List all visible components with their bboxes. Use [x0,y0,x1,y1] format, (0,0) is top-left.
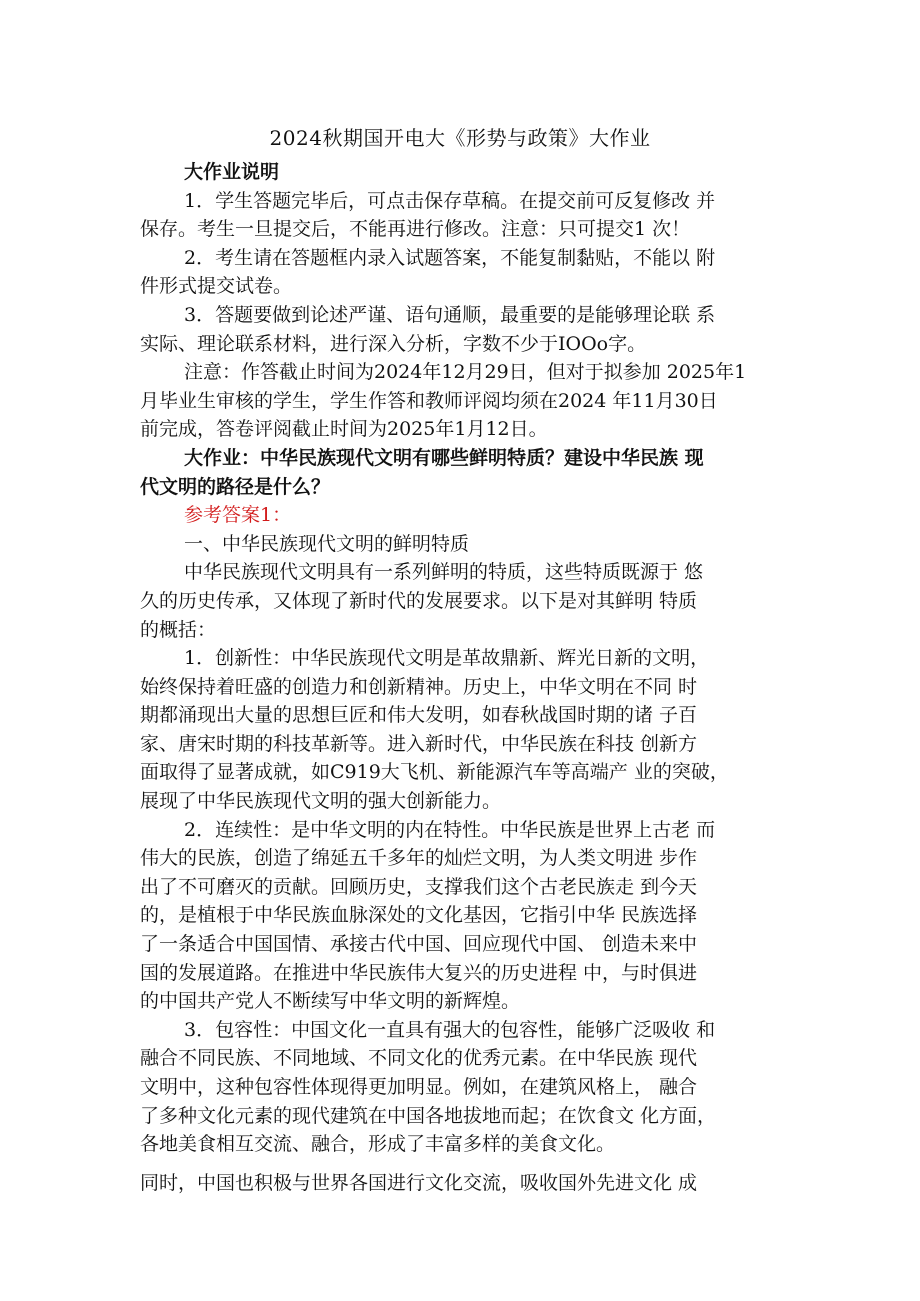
document-title: 2024秋期国开电大《形势与政策》大作业 [269,126,651,150]
paragraph-line: 久的历史传承，又体现了新时代的发展要求。以下是对其鲜明 特质 [140,589,698,612]
paragraph-line: 文明中，这种包容性体现得更加明显。例如，在建筑风格上， 融合 [140,1076,698,1098]
answer-paragraph-innovation [140,644,790,816]
paragraph-line: 保存。考生一旦提交后，不能再进行修改。注意：只可提交1 次！ [140,218,691,241]
assignment-question [140,444,790,501]
paragraph-line: 2．考生请在答题框内录入试题答案，不能复制黏贴，不能以 附 [184,246,716,269]
answer-paragraph-inclusiveness [140,1016,790,1159]
question-line: 大作业：中华民族现代文明有哪些鲜明特质？建设中华民族 现 [184,446,704,469]
instruction-paragraph-2 [140,244,790,301]
paragraph-line: 1．创新性：中华民族现代文明是革故鼎新、辉光日新的文明， [184,647,710,670]
paragraph-line: 国的发展道路。在推进中华民族伟大复兴的历史进程 中，与时俱进 [140,961,698,984]
paragraph-line: 展现了中华民族现代文明的强大创新能力。 [140,790,502,813]
paragraph-line: 期都涌现出大量的思想巨匠和伟大发明，如春秋战国时期的诸 子百 [140,704,698,727]
paragraph-line: 3．答题要做到论述严谨、语句通顺，最重要的是能够理论联 系 [184,303,716,326]
instructions-section [140,158,790,1197]
paragraph-line: 出了不可磨灭的贡献。回顾历史，支撑我们这个古老民族走 到今天 [140,875,698,898]
paragraph-line: 的概括： [140,618,217,641]
paragraph-line: 面取得了显著成就，如C919大飞机、新能源汽车等高端产 业的突破， [140,761,729,784]
section-heading: 一、中华民族现代文明的鲜明特质 [184,532,470,555]
paragraph-line: 家、唐宋时期的科技革新等。进入新时代，中华民族在科技 创新方 [140,732,698,755]
paragraph-line: 的，是植根于中华民族血脉深处的文化基因，它指引中华 民族选择 [140,904,698,927]
paragraph-line: 始终保持着旺盛的创造力和创新精神。历史上，中华文明在不同 时 [140,675,698,698]
paragraph-line: 了多种文化元素的现代建筑在中国各地拔地而起；在饮食文 化方面， [140,1104,717,1127]
paragraph-line: 1．学生答题完毕后，可点击保存草稿。在提交前可反复修改 并 [184,189,716,212]
instruction-paragraph-1 [140,187,790,244]
question-line: 代文明的路径是什么？ [140,475,331,498]
paragraph-line: 3．包容性：中国文化一直具有强大的包容性，能够广泛吸收 和 [184,1018,716,1041]
paragraph-line: 中华民族现代文明具有一系列鲜明的特质，这些特质既源于 悠 [184,561,704,584]
paragraph-line: 融合不同民族、不同地域、不同文化的优秀元素。在中华民族 现代 [140,1047,698,1070]
paragraph-line: 前完成，答卷评阅截止时间为2025年1月12日。 [140,418,548,441]
paragraph-line: 2．连续性：是中华文明的内在特性。中华民族是世界上古老 而 [184,818,716,841]
paragraph-line: 月毕业生审核的学生，学生作答和教师评阅均须在2024 年11月30日 [140,389,718,412]
paragraph-line: 伟大的民族，创造了绵延五千多年的灿烂文明，为人类文明进 步作 [140,847,698,870]
instructions-heading: 大作业说明 [184,161,280,183]
paragraph-line: 实际、理论联系材料，进行深入分析，字数不少于IOOo字。 [140,332,647,355]
answer-paragraph-intro [140,558,790,644]
paragraph-line: 注意：作答截止时间为2024年12月29日，但对于拟参加 2025年1 [184,361,747,384]
deadline-note [140,358,790,444]
paragraph-line: 的中国共产党人不断续写中华文明的新辉煌。 [140,990,521,1013]
answer-paragraph-continuity [140,816,790,1016]
final-line: 同时，中国也积极与世界各国进行文化交流，吸收国外先进文化 成 [140,1171,698,1194]
answer-label: 参考答案1： [184,504,292,527]
paragraph-line: 各地美食相互交流、融合，形成了丰富多样的美食文化。 [140,1133,616,1156]
instruction-paragraph-3 [140,301,790,358]
paragraph-line: 件形式提交试卷。 [140,275,293,298]
paragraph-line: 了一条适合中国国情、承接古代中国、回应现代中国、 创造未来中 [140,933,698,956]
